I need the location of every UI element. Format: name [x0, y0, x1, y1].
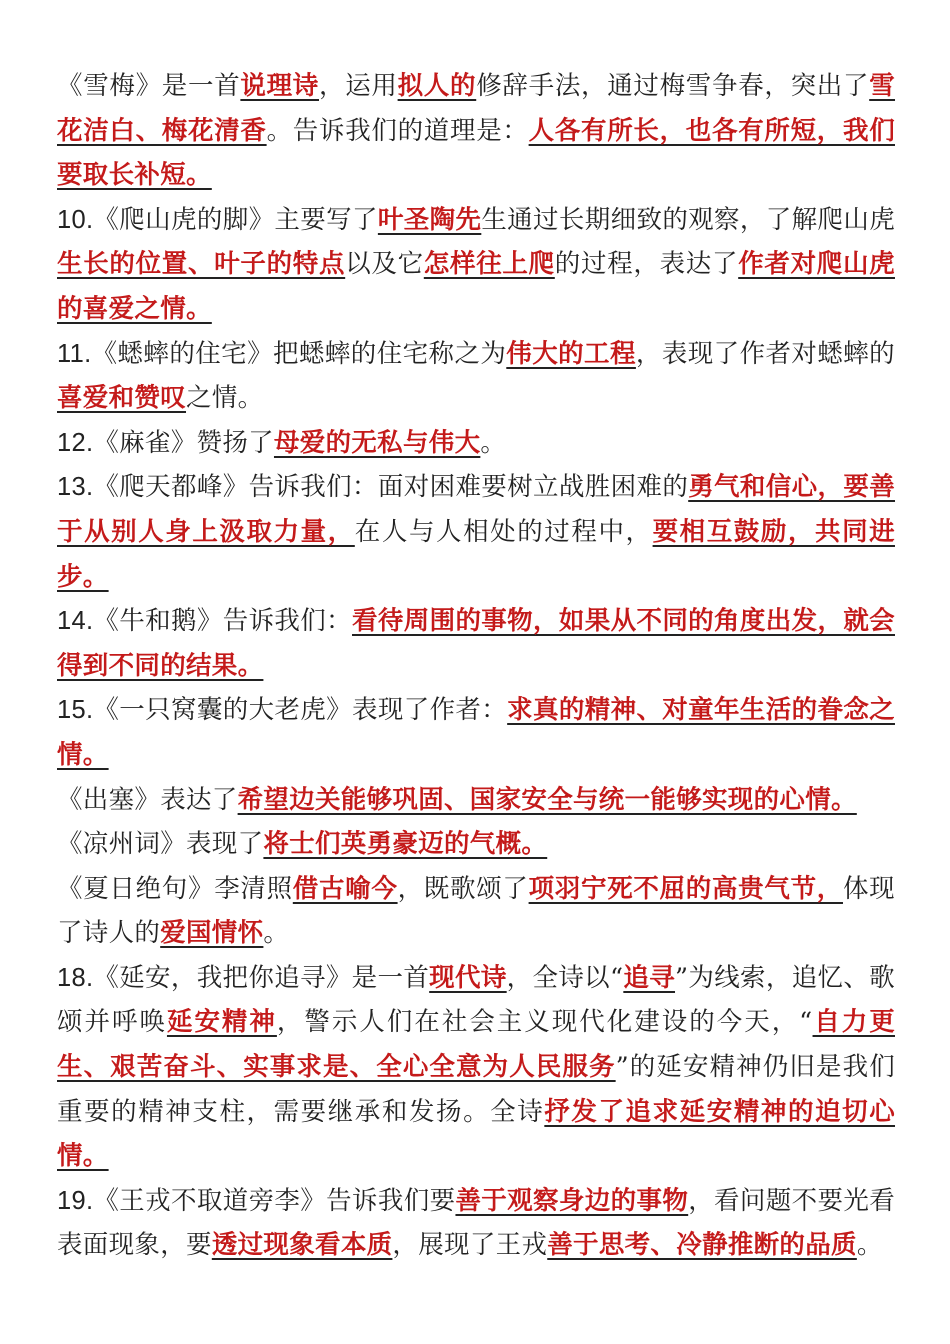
paragraph-item-13 — [57, 465, 895, 599]
answer-text: 希望边关能够巩固、国家安全与统一能够实现的心情。 — [237, 784, 857, 815]
body-text: 《蟋蟀的住宅》把蟋蟀的住宅称之为 — [91, 338, 507, 369]
answer-text: 勇气和信心，要善于从别人身上汲取力量， — [57, 472, 896, 547]
paragraph-item-19 — [57, 1179, 895, 1268]
answer-text: 透过现象看本质 — [211, 1230, 393, 1261]
answer-text: 作者对爬山虎的喜爱之情。 — [57, 249, 895, 324]
answer-text: 人各有所长，也各有所短，我们要取长补短。 — [57, 115, 895, 191]
body-text: 之情。 — [186, 383, 264, 414]
answer-text: 怎样往上爬 — [423, 249, 555, 280]
body-text: ，看问题不要光看表面现象，要 — [57, 1185, 896, 1261]
body-text: 在人与人相处的过程中， — [354, 516, 653, 547]
body-text: 。告诉我们的道理是： — [266, 115, 529, 146]
body-text: 《夏日绝句》李清照 — [57, 873, 293, 904]
body-text: 的过程，表达了 — [554, 249, 739, 280]
answer-text: 喜爱和赞叹 — [57, 383, 187, 414]
body-text: 修辞手法，通过梅雪争春，突出了 — [476, 71, 870, 101]
answer-text: 抒发了追求延安精神的迫切心情。 — [57, 1096, 896, 1172]
answer-text: 生长的位置、叶子的特点 — [57, 249, 346, 280]
answer-text: 要相互鼓励，共同进步。 — [57, 516, 895, 592]
paragraph-item-10 — [57, 198, 895, 332]
paragraph-item-12 — [57, 421, 895, 466]
answer-text: 伟大的工程 — [506, 338, 636, 369]
document-page — [57, 64, 895, 1268]
paragraph-xiarijueju — [57, 867, 895, 956]
item-number: 15. — [57, 696, 94, 725]
body-text: 生通过长期细致的观察，了解爬山虎 — [481, 204, 895, 235]
paragraph-xuemei — [57, 64, 895, 198]
body-text: 《一只窝囊的大老虎》表现了作者： — [93, 695, 508, 726]
answer-text: 母爱的无私与伟大 — [273, 427, 481, 458]
answer-text: 拟人的 — [397, 71, 477, 101]
body-text: 《王戎不取道旁李》告诉我们要 — [93, 1185, 456, 1216]
body-text: 《麻雀》赞扬了 — [93, 427, 274, 458]
body-text: 《凉州词》表现了 — [57, 829, 264, 860]
answer-text: 借古喻今 — [292, 873, 398, 904]
answer-text: 项羽宁死不屈的高贵气节， — [528, 873, 843, 904]
answer-text: 现代诗 — [429, 962, 507, 993]
answer-text: 叶圣陶先 — [377, 204, 482, 235]
body-text: ，既歌颂了 — [397, 873, 529, 904]
answer-text: 说理诗 — [240, 71, 319, 101]
item-number: 10. — [57, 205, 94, 234]
body-text: 《爬天都峰》告诉我们：面对困难要树立战胜困难的 — [93, 472, 689, 503]
answer-text: 将士们英勇豪迈的气概。 — [263, 829, 548, 860]
answer-text: 求真的精神、对童年生活的眷念之情。 — [57, 695, 895, 770]
body-text: ”为线索，追忆、歌颂并呼唤 — [57, 962, 895, 1038]
body-text: 《牛和鹅》告诉我们： — [93, 606, 353, 637]
item-number: 18. — [57, 963, 94, 992]
body-text: ”的延安精神仍旧是我们重要的精神支柱，需要继承和发扬。全诗 — [57, 1052, 895, 1127]
body-text: 《雪梅》是一首 — [57, 71, 241, 101]
answer-text: 善于思考、冷静推断的品质 — [547, 1230, 857, 1261]
body-text: ，全诗以“ — [506, 962, 624, 993]
paragraph-item-14 — [57, 599, 895, 688]
body-text: 。 — [856, 1230, 883, 1261]
body-text: 。 — [480, 427, 507, 458]
body-text: 《延安，我把你追寻》是一首 — [93, 962, 430, 993]
answer-text: 自力更生、艰苦奋斗、实事求是、全心全意为人民服务 — [57, 1007, 895, 1083]
body-text: 。 — [263, 918, 290, 949]
paragraph-item-11 — [57, 332, 895, 421]
item-number: 11. — [57, 339, 92, 368]
answer-text: 延安精神 — [166, 1007, 277, 1038]
item-number: 14. — [57, 607, 94, 636]
item-number: 12. — [57, 428, 94, 457]
item-number: 13. — [57, 473, 94, 502]
body-text: ，展现了王戎 — [392, 1230, 548, 1261]
body-text: 《爬山虎的脚》主要写了 — [93, 204, 378, 235]
answer-text: 看待周围的事物，如果从不同的角度出发，就会得到不同的结果。 — [57, 606, 895, 681]
answer-text: 追寻 — [623, 962, 676, 993]
paragraph-liangzhouci — [57, 822, 895, 867]
answer-text: 雪花洁白、梅花清香 — [57, 71, 896, 146]
paragraph-item-15 — [57, 688, 895, 777]
body-text: ，运用 — [319, 71, 398, 101]
paragraph-chusai — [57, 778, 895, 823]
body-text: 《出塞》表达了 — [57, 784, 238, 815]
answer-text: 善于观察身边的事物 — [455, 1185, 689, 1216]
body-text: 以及它 — [345, 249, 424, 280]
paragraph-item-18 — [57, 956, 895, 1179]
body-text: ，警示人们在社会主义现代化建设的今天，“ — [276, 1007, 813, 1038]
body-text: 体现了诗人的 — [57, 873, 895, 949]
item-number: 19. — [57, 1186, 94, 1215]
body-text: ，表现了作者对蟋蟀的 — [635, 338, 895, 369]
answer-text: 爱国情怀 — [160, 918, 264, 949]
